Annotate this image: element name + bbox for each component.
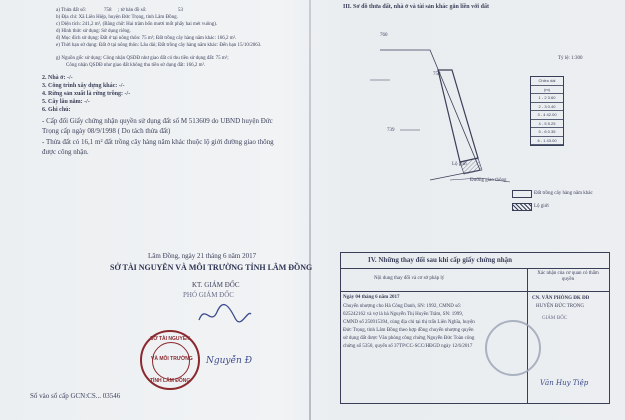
- note-2: - Thửa đất có 16,1 m² đất trồng cây hàng năm khác thuộc lộ giới đường giao thông: [42, 138, 274, 146]
- kt-title: KT. GIÁM ĐỐC: [192, 281, 240, 289]
- section-6: 6. Ghi chú:: [42, 107, 71, 113]
- map-label-758: 758: [433, 72, 441, 77]
- confirm-district: HUYỆN ĐỨC TRỌNG: [536, 304, 584, 309]
- section-iii-title: III. Sơ đồ thửa đất, nhà ở và tài sản khác gắn liền với đất: [343, 4, 489, 10]
- change-entry-line: sử dụng đất được Văn phòng công chứng Nguyễn Đức Toàn công: [343, 336, 475, 341]
- changes-col-content: Nội dung thay đổi và cơ sở pháp lý: [374, 276, 445, 281]
- edge-length-table: [530, 76, 564, 146]
- item-a-map-value: 53: [178, 8, 183, 13]
- edge-row: 6 - 1 43.00: [531, 137, 563, 146]
- signature-mark: [195, 300, 255, 330]
- legend-crop-label: Đất trồng cây hàng năm khác: [534, 191, 593, 196]
- confirm-signature: Văn Huy Tiệp: [540, 379, 589, 387]
- signing-date: Lâm Đồng, ngày 21 tháng 6 năm 2017: [148, 252, 257, 260]
- registration-number: Số vào sổ cấp GCN:CS... 03546: [30, 392, 121, 400]
- pgd-title: PHÓ GIÁM ĐỐC: [183, 291, 234, 299]
- edge-table-header-2: (m): [531, 86, 563, 95]
- legend-road-label: Lộ giới: [534, 204, 549, 209]
- section-5: 5. Cây lâu năm: -/-: [42, 99, 90, 105]
- note-2b: được công nhận.: [42, 148, 89, 156]
- change-entry-date: Ngày 04 tháng 6 năm 2017: [343, 295, 400, 300]
- confirm-office: CN. VĂN PHÒNG ĐK ĐĐ: [532, 296, 590, 301]
- seal-text-3: TỈNH LÂM ĐỒNG: [150, 378, 191, 384]
- map-scale: Tỷ lệ: 1:300: [558, 56, 583, 61]
- change-entry-line: 025242162 và vợ là bà Nguyễn Thị Huyền Trâm, SN: 1999,: [343, 312, 464, 317]
- change-entry-line: Đức Trọng, tỉnh Lâm Đồng theo hợp đồng chuyển nhượng quyền: [343, 328, 474, 333]
- legend-swatch-crop: [512, 190, 532, 198]
- section-4: 4. Rừng sản xuất là rừng trồng: -/-: [42, 91, 131, 97]
- item-f: e) Thời hạn sử dụng: Đất ở tại nông thôn: Lâu dài; Đất trồng cây hàng năm khác: Đến hạn 15/10/2063.: [56, 43, 262, 48]
- seal-text-1: SỞ TÀI NGUYÊN: [150, 336, 190, 342]
- changes-col-confirm: Xác nhận của cơ quan có thẩm quyền: [537, 271, 599, 282]
- change-entry-line: CMND số 250915394, cùng địa chỉ tại thị trấn Liên Nghĩa, huyện: [343, 320, 475, 325]
- parcel-map: [360, 30, 530, 190]
- issuing-agency: SỞ TÀI NGUYÊN VÀ MÔI TRƯỜNG TỈNH LÂM ĐỒNG: [110, 263, 313, 272]
- edge-row: 3 - 4 42.00: [531, 111, 563, 120]
- item-g: g) Nguồn gốc sử dụng: Công nhận QSDĐ như giao đất có thu tiền sử dụng đất: 75 m²;: [56, 56, 229, 61]
- map-label-739: 739: [387, 128, 395, 133]
- signer-name: Nguyễn Đ: [206, 356, 252, 366]
- note-1: - Cấp đổi Giấy chứng nhận quyền sử dụng đất số M 513609 do UBND huyện Đức: [42, 117, 273, 125]
- item-a-map-label: ; tờ bản đồ số:: [118, 8, 147, 13]
- seal-text-2: VÀ MÔI TRƯỜNG: [151, 356, 193, 362]
- item-d: d) Hình thức sử dụng: Sử dụng riêng.: [56, 29, 131, 34]
- office-seal: [485, 320, 541, 376]
- item-c: c) Diện tích: 241,2 m², (Bằng chữ: Hai trăm bốn mươi mốt phẩy hai mét vuông).: [56, 22, 218, 27]
- change-entry-line: chứng số 5350, quyển số 37TP/CC-SCC/HĐGD ngày 12/6/2017: [343, 344, 473, 349]
- item-b: b) Địa chỉ: Xã Liên Hiệp, huyện Đức Trọng, tỉnh Lâm Đồng.: [56, 15, 178, 20]
- edge-row: 1 - 2 3.60: [531, 94, 563, 103]
- section-2: 2. Nhà ở: -/-: [42, 75, 73, 81]
- change-entry-line: Chuyển nhượng cho Hà Công Danh, SN: 1992, CMND số:: [343, 304, 461, 309]
- map-road-label: Lộ giới: [452, 162, 467, 167]
- item-a-label: a) Thửa đất số:: [56, 8, 86, 13]
- edge-row: 2 - 3 0.40: [531, 103, 563, 112]
- item-g2: Công nhận QSDĐ như giao đất không thu tiền sử dụng đất: 166,2 m².: [66, 63, 206, 68]
- legend-swatch-road: [512, 203, 532, 211]
- section-3: 3. Công trình xây dựng khác: -/-: [42, 83, 125, 89]
- map-label-760: 760: [380, 33, 388, 38]
- confirm-title: GIÁM ĐỐC: [542, 316, 568, 321]
- section-iv-title: IV. Những thay đổi sau khi cấp giấy chứng nhận: [368, 256, 513, 264]
- item-e: đ) Mục đích sử dụng: Đất ở tại nông thôn: 75 m²; Đất trồng cây hàng năm khác: 166,2 m².: [56, 36, 237, 41]
- note-1b: Trọng cấp ngày 08/9/1998 ( Do tách thửa đất): [42, 127, 171, 135]
- map-road-label-2: Đường giao thông: [470, 178, 507, 183]
- edge-row: 4 - 5 5.25: [531, 120, 563, 129]
- page-fold: [309, 0, 311, 420]
- edge-table-header-1: Chiều dài: [531, 77, 563, 86]
- edge-row: 5 - 6 0.35: [531, 128, 563, 137]
- official-seal: [140, 330, 200, 390]
- item-a-value: 758: [104, 8, 112, 13]
